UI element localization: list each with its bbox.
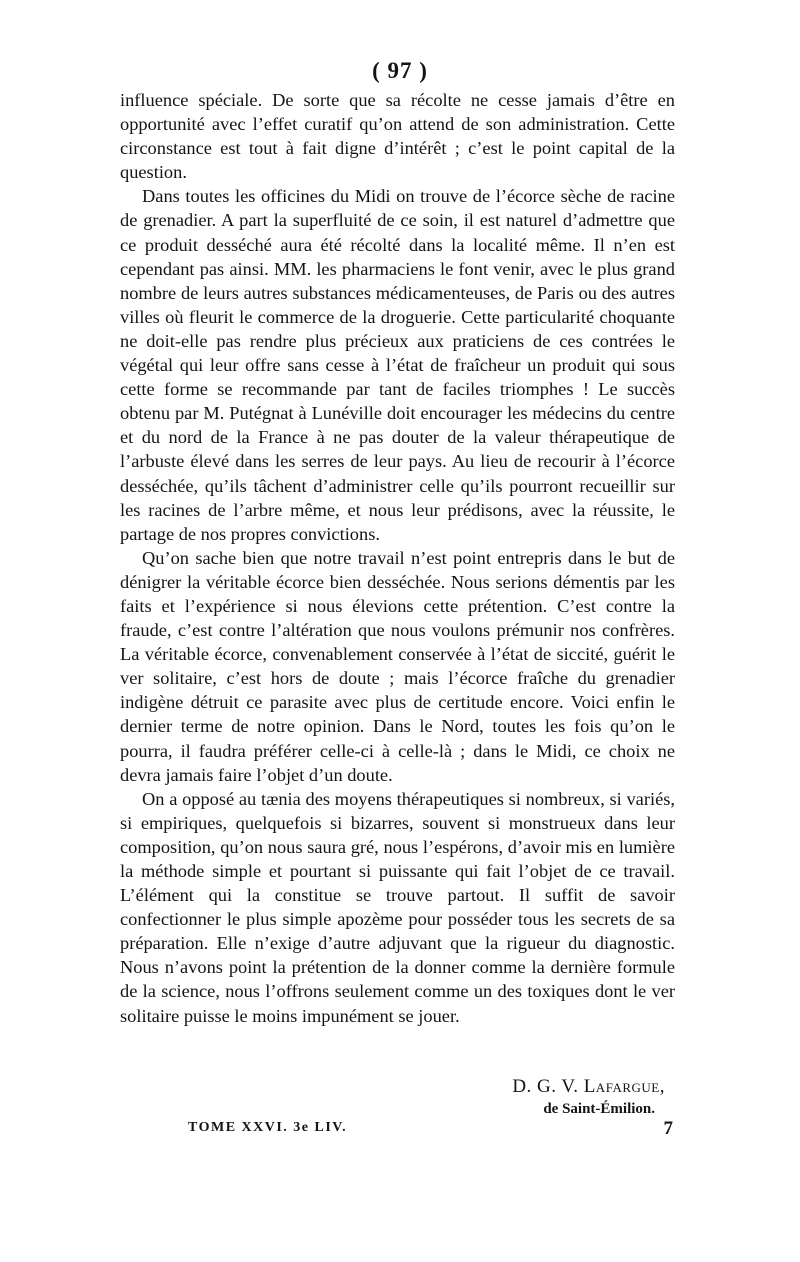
paragraph-2: Dans toutes les officines du Midi on trouve de l’écorce sèche de racine de grenadier. A part la superfluité de ce soin, il est naturel d’admettre que ce produit desséché aura été récolté dans la localité même. Il n’en est cependant pas ainsi. MM. les pharmaciens le font venir, avec le plus grand nombre de leurs autres substances médicamenteuses, de Paris ou des autres villes où fleurit le commerce de la droguerie. Cette particularité choquante ne doit-elle pas rendre plus précieux aux praticiens de ces contrées le végétal qui leur offre sans cesse à l’état de fraîcheur un produit qui sous cette forme se recommande par tant de faciles triomphes ! Le succès obtenu par M. Putégnat à Lunéville doit encourager les médecins du centre et du nord de la France à ne pas douter de la valeur thérapeutique de l’arbuste élevé dans les serres de leur pays. Au lieu de recourir à l’écorce desséchée, qu’ils tâchent d’administrer celle qu’ils pourront recueillir sur les racines de l’arbre même, et nous leur prédisons, avec la réussite, le partage de nos propres convictions. <box>120 186 675 544</box>
author-name: D. G. V. Lafargue, <box>512 1076 665 1097</box>
page-number: ( 97 ) <box>372 58 428 83</box>
author-signature <box>120 1075 675 1119</box>
sheet-signature: 7 <box>663 1118 673 1139</box>
author-place: de Saint-Émilion. <box>543 1101 655 1117</box>
paragraph-1: influence spéciale. De sorte que sa récolte ne cesse jamais d’être en opportunité avec l’effet curatif qu’on attend de son administration. Cette circonstance est tout à fait digne d’intérêt ; c’est le point capital de la question. <box>120 90 675 183</box>
body-text <box>120 88 675 1028</box>
volume-label: TOME XXVI. 3e LIV. <box>188 1120 348 1135</box>
page-footer <box>188 1118 673 1139</box>
paragraph-4: On a opposé au tænia des moyens thérapeutiques si nombreux, si variés, si empiriques, quelquefois si bizarres, souvent si monstrueux dans leur composition, qu’on nous saura gré, nous l’espérons, d’avoir mis en lumière la méthode simple et pourtant si puissante qui fait l’objet de ce travail. L’élément qui la constitue se trouve partout. Il suffit de savoir confectionner le plus simple apozème pour posséder tous les secrets de sa préparation. Elle n’exige d’autre adjuvant que la rigueur du diagnostic. Nous n’avons point la prétention de la donner comme la dernière formule de la science, nous l’offrons seulement comme un des toxiques dont le ver solitaire puisse le moins impunément se jouer. <box>120 788 675 1026</box>
paragraph-3: Qu’on sache bien que notre travail n’est point entrepris dans le but de dénigrer la véritable écorce bien desséchée. Nous serions démentis par les faits et l’expérience si nous élevions cette prétention. C’est contre la fraude, c’est contre l’altération que nous voulons prémunir nos confrères. La véritable écorce, convenablement conservée à l’état de siccité, guérit le ver solitaire, c’est hors de doute ; mais l’écorce fraîche du grenadier indigène détruit ce parasite avec plus de certitude encore. Voici enfin le dernier terme de notre opinion. Dans le Nord, toutes les fois qu’on le pourra, il faudra préférer celle-ci à celle-là ; dans le Midi, ce choix ne devra jamais faire l’objet d’un doute. <box>120 547 675 785</box>
